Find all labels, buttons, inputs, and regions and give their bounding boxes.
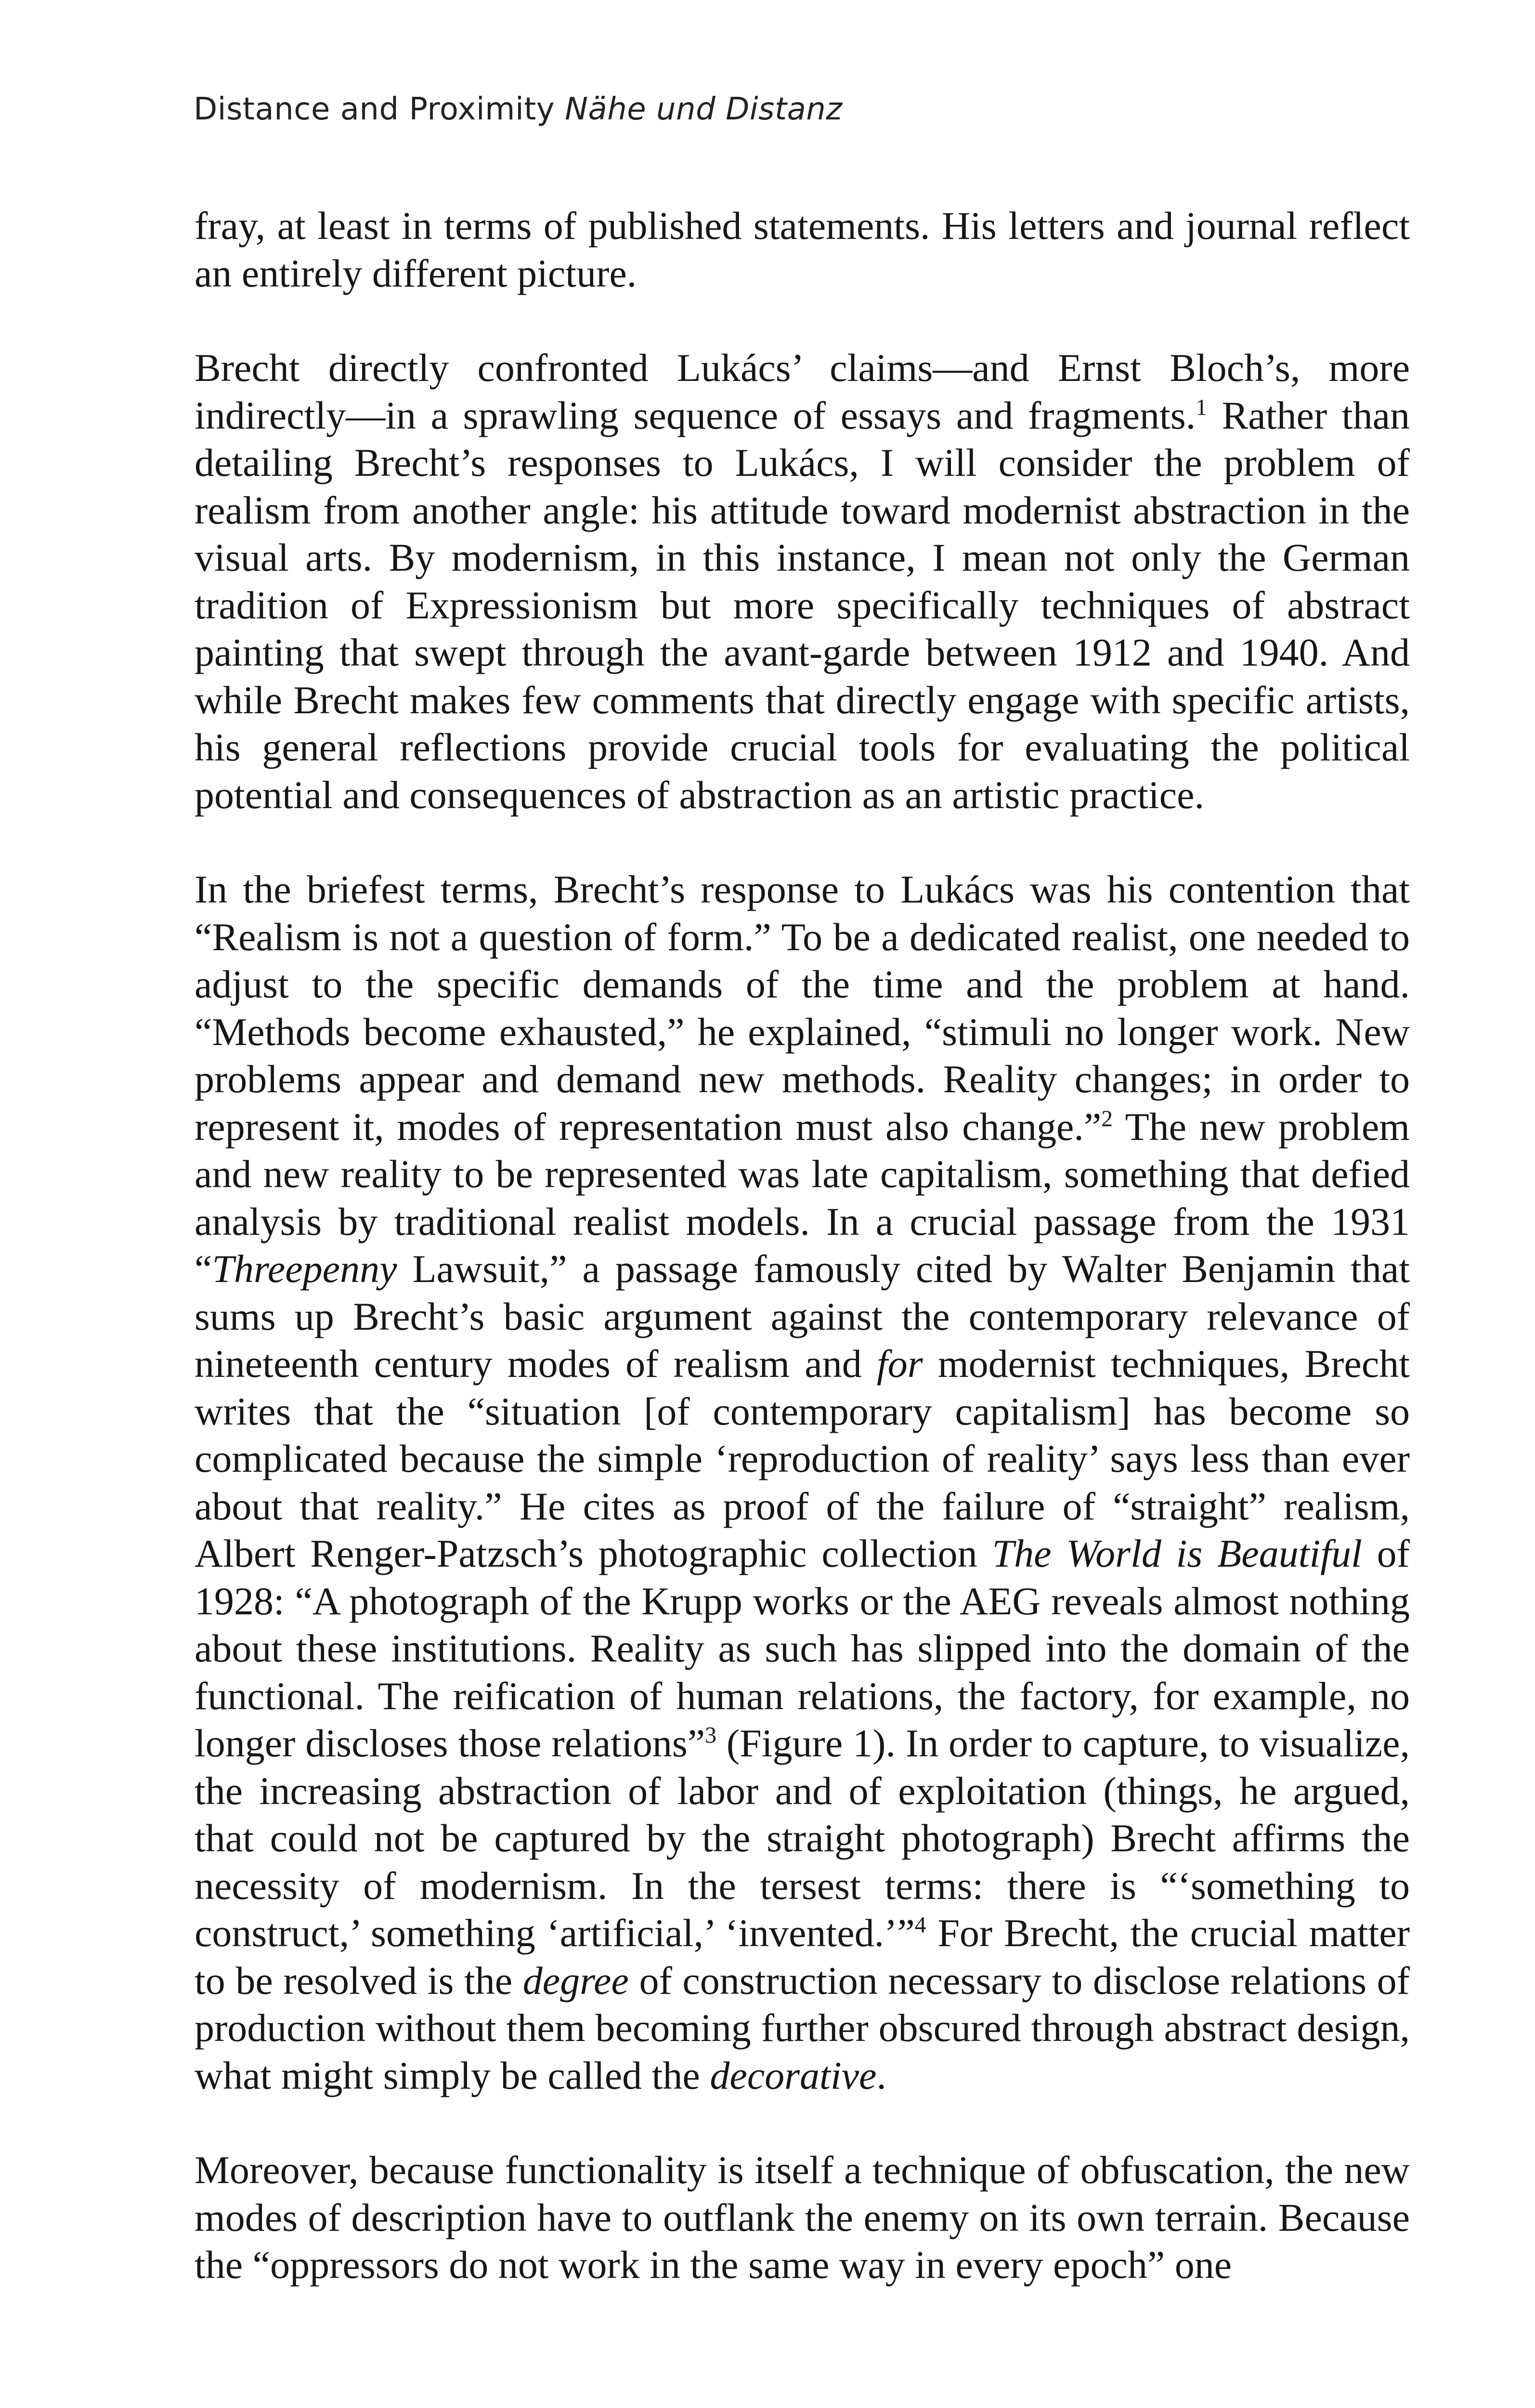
italic-emphasis-for: for — [876, 1342, 923, 1386]
footnote-marker-1: 1 — [1196, 395, 1207, 420]
paragraph-text: The new problem and new reality to be represented was late capitalism, something that defied analysis by traditional realist models. In a crucial passage from the 1931 “ — [195, 1104, 1410, 1291]
paragraph-text: Rather than detailing Brecht’s responses to Lukács, I will consider the problem of realism from another angle: his attitude toward modernist abstraction in the visual arts. By modernism, in this instance, I mean not only the German tradition of Expressionism but more specifically techniques of abstract painting that swept through the avant-garde between 1912 and 1940. And while Brecht makes few comments that directly engage with specific artists, his general reflections provide crucial tools for evaluating the political potential and consequences of abstraction as an artistic practice. — [195, 393, 1410, 817]
paragraph-1: fray, at least in terms of published statements. His letters and journal reflect an entirely different picture. — [195, 204, 1410, 295]
running-head-title-german: Nähe und Distanz — [565, 92, 843, 127]
paragraph-text: In the briefest terms, Brecht’s response to Lukács was his contention that “Realism is not a question of form.” To be a dedicated realist, one needed to adjust to the specific demands of the time and the problem at hand. “Methods become exhausted,” he explained, “stimuli no longer work. New problems appear and demand new methods. Reality changes; in order to represent it, modes of representation must also change.” — [195, 867, 1410, 1149]
running-head — [194, 92, 842, 127]
italic-title-world-is-beautiful: The World is Beautiful — [992, 1531, 1362, 1575]
italic-title-threepenny: Threepenny — [212, 1247, 397, 1291]
paragraph-2 — [195, 344, 1410, 819]
footnote-marker-4: 4 — [914, 1912, 926, 1938]
paragraph-3 — [195, 866, 1410, 2099]
italic-emphasis-decorative: decorative — [710, 2053, 877, 2097]
body-text — [195, 202, 1410, 2336]
paragraph-text: Lawsuit,” a passage famously cited by Walter Benjamin that sums up Brecht’s basic argument against the contemporary relevance of nineteenth century modes of realism and — [195, 1247, 1410, 1386]
italic-emphasis-degree: degree — [522, 1958, 629, 2002]
paragraph-text: For Brecht, the crucial matter to be resolved is the — [195, 1911, 1410, 2002]
paragraph-text: of construction necessary to disclose relations of production without them becoming further obscured through abstract design, what might simply be called the — [195, 1958, 1410, 2097]
paragraph-text: . — [876, 2053, 886, 2097]
paragraph-text: (Figure 1). In order to capture, to visualize, the increasing abstraction of labor and of exploitation (things, he argued, that could not be captured by the straight photograph) Brecht affirms the necessity of modernism. In the tersest terms: there is “‘something to construct,’ something ‘artificial,’ ‘invented.’” — [195, 1721, 1410, 1955]
paragraph-text: Brecht directly confronted Lukács’ claims—and Ernst Bloch’s, more indirectly—in a sprawling sequence of essays and fragments. — [195, 346, 1410, 437]
running-head-title: Distance and Proximity — [194, 92, 555, 127]
paragraph-4: Moreover, because functionality is itself a technique of obfuscation, the new modes of description have to outflank the enemy on its own terrain. Because the “oppressors do not work in the same way in every epoch” one — [195, 2148, 1410, 2287]
paragraph-text: of 1928: “A photograph of the Krupp works or the AEG reveals almost nothing about these institutions. Reality as such has slipped into the domain of the functional. The reification of human relations, the factory, for example, no longer discloses those relations” — [195, 1531, 1410, 1765]
footnote-marker-3: 3 — [705, 1723, 716, 1748]
footnote-marker-2: 2 — [1101, 1106, 1113, 1132]
paragraph-text: modernist techniques, Brecht writes that the “situation [of contemporary capitalism] has become so complicated because the simple ‘reproduction of reality’ says less than ever about that reality.” He cites as proof of the failure of “straight” realism, Albert Renger-Patzsch’s photographic collection — [195, 1342, 1410, 1575]
